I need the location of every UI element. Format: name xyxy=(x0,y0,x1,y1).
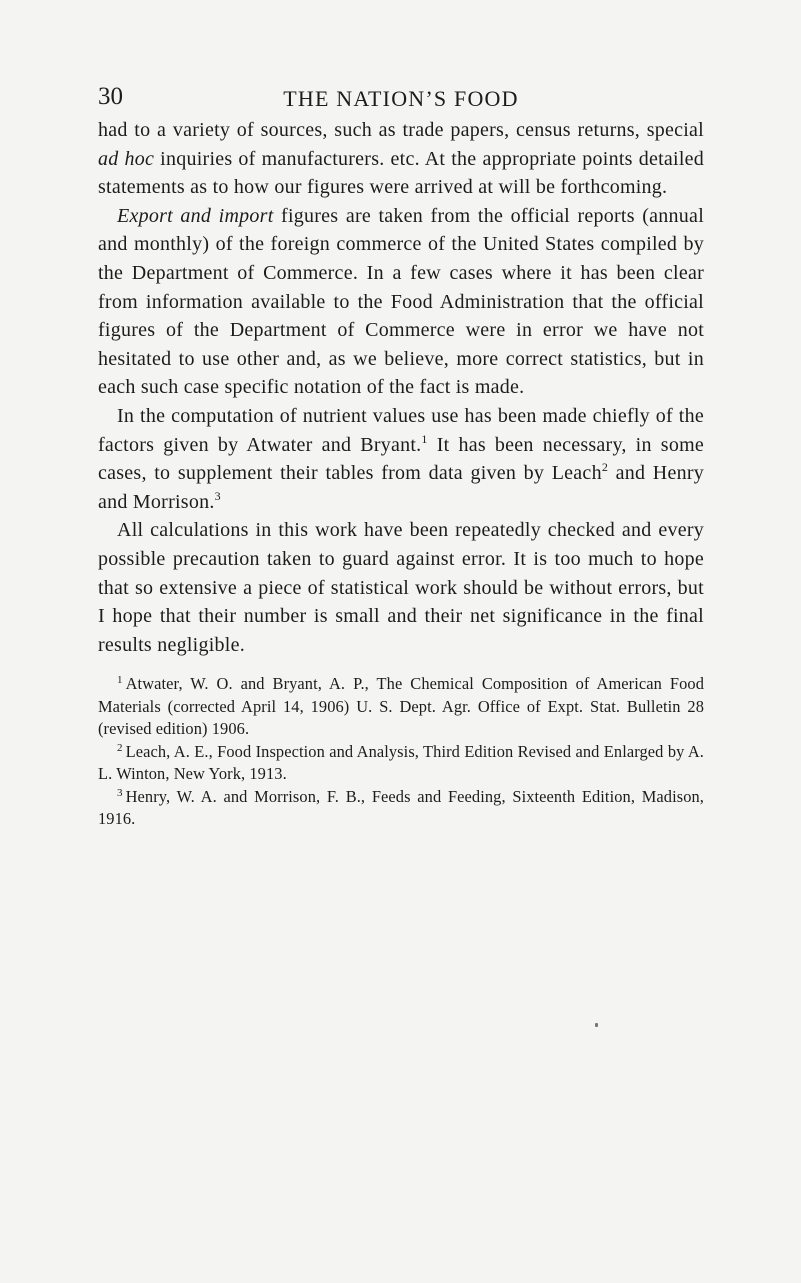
page-number: 30 xyxy=(98,83,123,110)
paragraph-2: Export and import figures are taken from the official reports (annual and monthly) of the foreign commerce of the United States compiled by the Department of Commerce. In a few cases where it has been clear from information available to the Food Administration that the official figures of the Department of Commerce were in error we have not hesitated to use other and, as we believe, more correct statistics, but in each such case specific notation of the fact is made. xyxy=(98,204,704,399)
paragraph-3: In the computation of nutrient values use has been made chiefly of the factors given by Atwater and Bryant.$^1$ It has been necessary, in some cases, to supplement their tables from data given by Leach$^2$ and Henry and Morrison.$^3$ xyxy=(98,404,705,513)
italic-phrase: ad hoc xyxy=(98,147,155,170)
running-title: THE NATION’S FOOD xyxy=(283,86,519,111)
page-header xyxy=(98,82,704,116)
paragraph-4: All calculations in this work have been repeatedly checked and every possible precaution taken to guard against error. It is too much to hope that so extensive a piece of statistical work should be without errors, but I hope that their number is small and their net significance in the final results negligible. xyxy=(98,519,704,656)
footnote-ref-2: 2 xyxy=(601,460,609,475)
book-page xyxy=(98,82,704,831)
footnotes xyxy=(98,673,704,831)
footnote-2: $^2$ Leach, A. E., Food Inspection and Analysis, Third Edition Revised and Enlarged by A. L. Winton, New York, 1913. xyxy=(98,741,704,784)
footnote-1: $^1$ Atwater, W. O. and Bryant, A. P., The Chemical Composition of American Food Materials (corrected April 14, 1906) U. S. Dept. Agr. Office of Expt. Stat. Bulletin 28 (revised edition) 1906. xyxy=(98,674,704,739)
footnote-3: $^3$ Henry, W. A. and Morrison, F. B., Feeds and Feeding, Sixteenth Edition, Madison, 1916. xyxy=(98,786,704,829)
body-text xyxy=(98,116,704,659)
italic-phrase: Export and import xyxy=(117,204,274,227)
footnote-ref-3: 3 xyxy=(214,488,221,503)
print-speck xyxy=(595,1023,598,1027)
paragraph-1: had to a variety of sources, such as trade papers, census returns, special ad hoc inquiries of manufacturers. etc. At the appropriate points detailed statements as to how our figures were arrived at will be forthcoming. xyxy=(98,119,704,199)
footnote-ref-1: 1 xyxy=(421,431,428,446)
